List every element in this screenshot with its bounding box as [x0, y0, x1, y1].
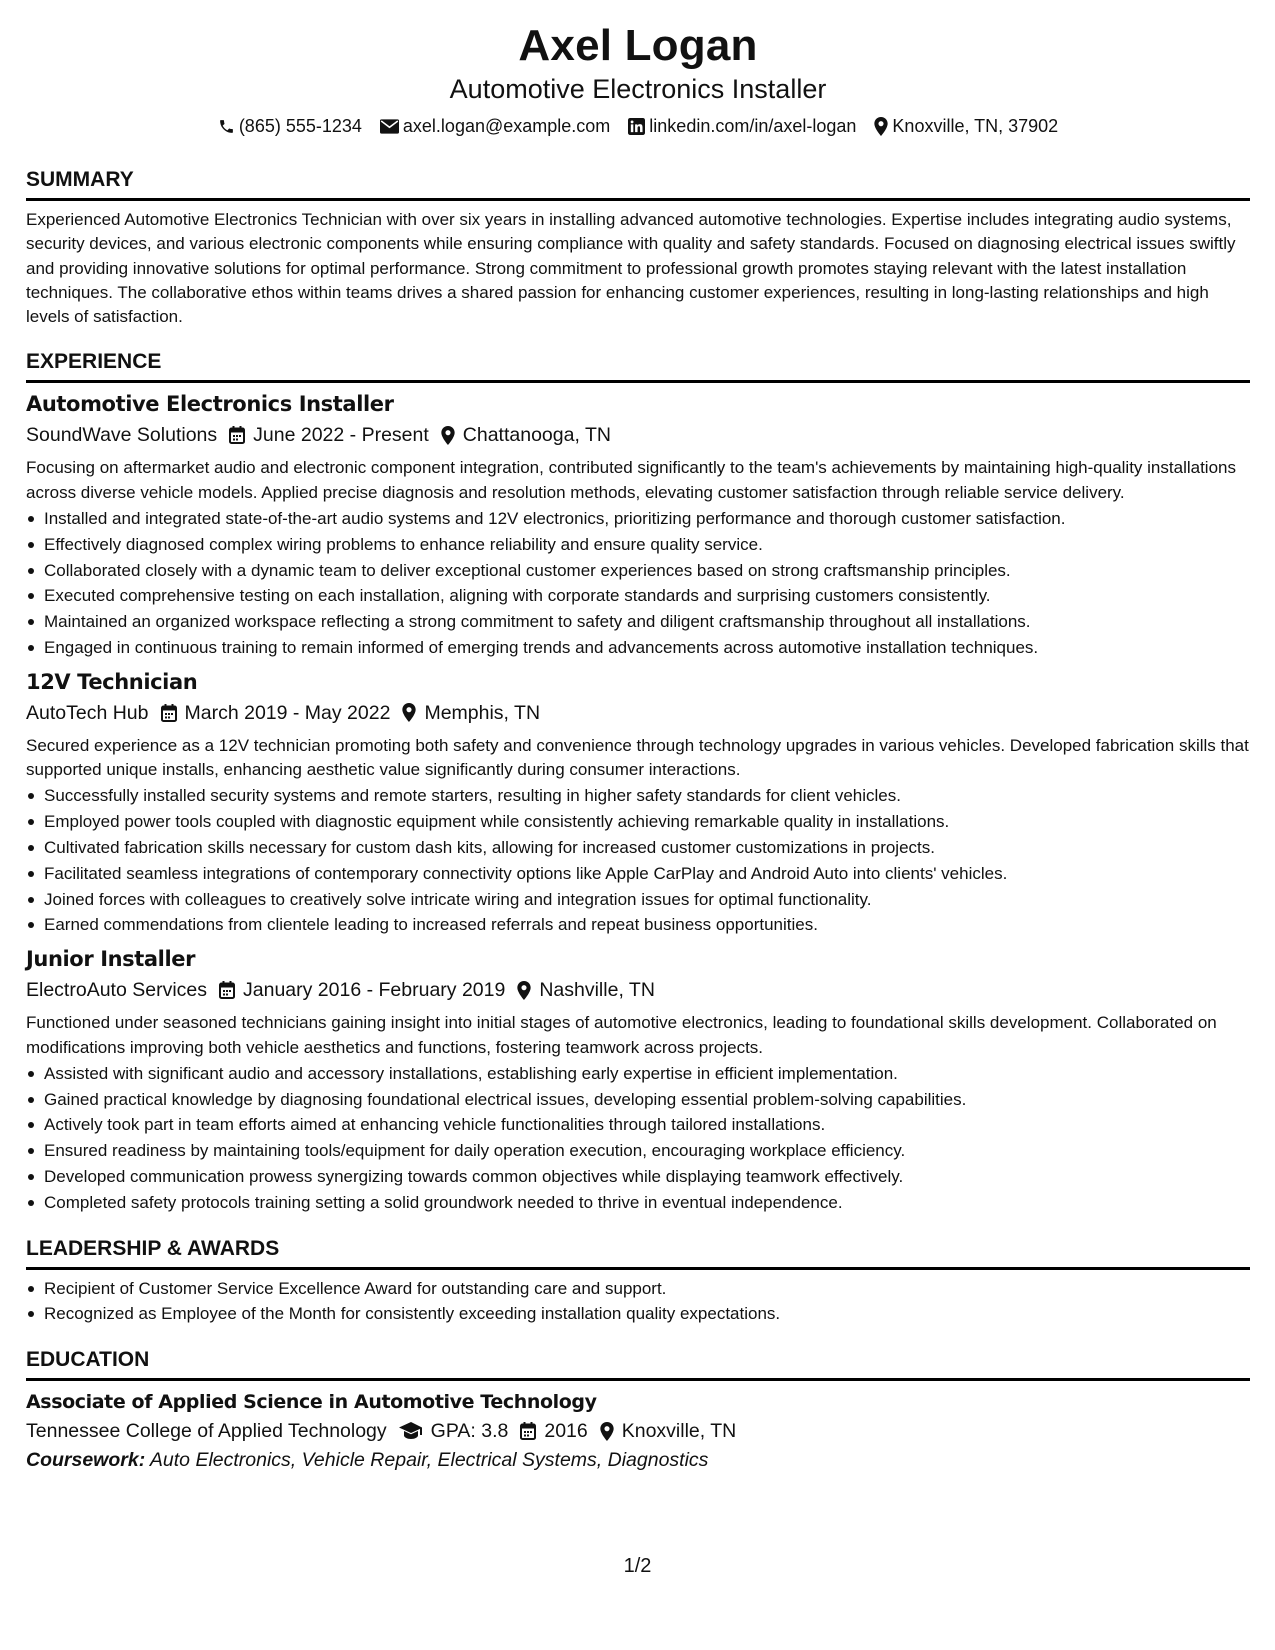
list-item: Recognized as Employee of the Month for consistently exceeding installation quality expectations.	[26, 1301, 1250, 1327]
contact-linkedin-text: linkedin.com/in/axel-logan	[649, 116, 857, 136]
job-description: Functioned under seasoned technicians gaining insight into initial stages of automotive electronics, leading to foundational skills development. Collaborated on modifications improving both vehicle aesthetics and functions, fostering teamwork across projects.	[26, 1013, 1217, 1057]
job-company: AutoTech Hub	[26, 701, 149, 724]
school-name: Tennessee College of Applied Technology	[26, 1420, 387, 1443]
job-meta	[26, 976, 1250, 1004]
summary-text: Experienced Automotive Electronics Technician with over six years in installing advanced automotive technologies. Expertise includes integrating audio systems, security devices, and various electronic components while ensuring compliance with quality and safety standards. Focused on diagnosing electrical issues swiftly and providing innovative solutions for optimal performance. Strong commitment to professional growth promotes staying relevant with the latest installation techniques. The collaborative ethos within teams drives a shared passion for enhancing customer experiences, resulting in long-lasting relationships and high levels of satisfaction.	[26, 210, 1236, 327]
candidate-title: Automotive Electronics Installer	[449, 74, 827, 104]
coursework-list: Auto Electronics, Vehicle Repair, Electrical Systems, Diagnostics	[149, 1449, 709, 1472]
job-description: Focusing on aftermarket audio and electronic component integration, contributed significantly to the team's achievements by maintaining high-quality installations across diverse vehicle models. Applied precise diagnosis and resolution methods, elevating customer satisfaction through reliable service delivery.	[26, 458, 1236, 502]
job-meta	[26, 699, 1250, 727]
awards-list	[26, 1276, 1250, 1328]
envelope-icon	[380, 119, 399, 134]
list-item: Actively took part in team efforts aimed at enhancing vehicle functionalities through tailored installations.	[26, 1112, 1250, 1138]
phone-icon	[218, 118, 235, 135]
page-number: 1/2	[623, 1555, 652, 1577]
job-location: Chattanooga, TN	[462, 424, 611, 447]
job-bullets	[26, 506, 1250, 661]
calendar-icon	[229, 426, 245, 444]
job-dates: June 2022 - Present	[253, 424, 429, 447]
list-item: Effectively diagnosed complex wiring problems to enhance reliability and ensure quality service.	[26, 532, 1250, 558]
list-item: Collaborated closely with a dynamic team to deliver exceptional customer experiences based on strong craftsmanship principles.	[26, 558, 1250, 584]
list-item: Maintained an organized workspace reflecting a strong commitment to safety and diligent craftsmanship throughout all installations.	[26, 609, 1250, 635]
job-meta	[26, 421, 1250, 449]
contact-location-text: Knoxville, TN, 37902	[892, 116, 1059, 136]
map-pin-icon	[441, 426, 455, 445]
map-pin-icon	[600, 1422, 614, 1441]
job-title: Junior Installer	[26, 947, 196, 972]
calendar-icon	[161, 704, 177, 722]
job-title: Automotive Electronics Installer	[26, 392, 394, 417]
job-description: Secured experience as a 12V technician promoting both safety and convenience through technology upgrades in various vehicles. Developed fabrication skills that supported unique installs, enhancing aesthetic value significantly during consumer interactions.	[26, 735, 1249, 780]
summary-heading: SUMMARY	[26, 167, 1250, 201]
gpa: GPA: 3.8	[430, 1420, 509, 1443]
job-bullets	[26, 1061, 1250, 1216]
contact-bar	[26, 113, 1250, 139]
list-item: Successfully installed security systems and remote starters, resulting in higher safety standards for client vehicles.	[26, 783, 1250, 809]
list-item: Joined forces with colleagues to creatively solve intricate wiring and integration issues for optimal functionality.	[26, 887, 1250, 913]
education-heading: EDUCATION	[26, 1347, 1250, 1381]
linkedin-icon	[628, 118, 645, 135]
map-pin-icon	[874, 117, 888, 136]
job-company: ElectroAuto Services	[26, 979, 207, 1002]
contact-email-text: axel.logan@example.com	[402, 116, 611, 136]
list-item: Facilitated seamless integrations of contemporary connectivity options like Apple CarPlay and Android Auto into clients' vehicles.	[26, 861, 1250, 887]
contact-phone-text: (865) 555-1234	[238, 116, 362, 136]
list-item: Assisted with significant audio and accessory installations, establishing early expertise in efficient implementation.	[26, 1061, 1250, 1087]
job-dates: January 2016 - February 2019	[243, 979, 506, 1002]
map-pin-icon	[517, 981, 531, 1000]
graduation-cap-icon	[399, 1422, 423, 1440]
list-item: Gained practical knowledge by diagnosing foundational electrical issues, developing essential problem-solving capabilities.	[26, 1087, 1250, 1113]
job-entry	[26, 391, 1250, 660]
list-item: Earned commendations from clientele leading to increased referrals and repeat business opportunities.	[26, 912, 1250, 938]
job-entry	[26, 669, 1250, 938]
contact-linkedin[interactable]	[628, 113, 856, 139]
awards-heading: LEADERSHIP & AWARDS	[26, 1236, 1250, 1270]
school-location: Knoxville, TN	[621, 1420, 737, 1443]
contact-location	[874, 113, 1058, 139]
job-dates: March 2019 - May 2022	[184, 701, 391, 724]
job-bullets	[26, 783, 1250, 938]
list-item: Installed and integrated state-of-the-art audio systems and 12V electronics, prioritizing performance and thorough customer satisfaction.	[26, 506, 1250, 532]
coursework	[26, 1446, 1250, 1474]
list-item: Completed safety protocols training setting a solid groundwork needed to thrive in eventual independence.	[26, 1190, 1250, 1216]
job-location: Memphis, TN	[424, 701, 541, 724]
list-item: Recipient of Customer Service Excellence Award for outstanding care and support.	[26, 1276, 1250, 1302]
job-title: 12V Technician	[26, 669, 198, 694]
list-item: Engaged in continuous training to remain informed of emerging trends and advancements across automotive installation techniques.	[26, 635, 1250, 661]
job-company: SoundWave Solutions	[26, 424, 218, 447]
education-meta	[26, 1417, 1250, 1445]
contact-email[interactable]	[380, 113, 610, 139]
job-entry	[26, 946, 1250, 1215]
list-item: Employed power tools coupled with diagnostic equipment while consistently achieving remarkable quality in installations.	[26, 809, 1250, 835]
graduation-year: 2016	[544, 1420, 588, 1443]
map-pin-icon	[402, 703, 416, 722]
list-item: Executed comprehensive testing on each installation, aligning with corporate standards and surprising customers consistently.	[26, 583, 1250, 609]
contact-phone[interactable]	[218, 113, 362, 139]
experience-heading: EXPERIENCE	[26, 349, 1250, 383]
calendar-icon	[219, 981, 235, 999]
list-item: Cultivated fabrication skills necessary for custom dash kits, allowing for increased customer customizations in projects.	[26, 835, 1250, 861]
job-location: Nashville, TN	[539, 979, 655, 1002]
candidate-name: Axel Logan	[518, 21, 758, 70]
resume-content	[26, 20, 1250, 1474]
list-item: Developed communication prowess synergizing towards common objectives while displaying teamwork effectively.	[26, 1164, 1250, 1190]
resume-header	[26, 20, 1250, 139]
coursework-label: Coursework:	[26, 1449, 146, 1472]
list-item: Ensured readiness by maintaining tools/equipment for daily operation execution, encouraging workplace efficiency.	[26, 1138, 1250, 1164]
degree-title: Associate of Applied Science in Automotive Technology	[26, 1391, 597, 1414]
calendar-icon	[520, 1422, 536, 1440]
